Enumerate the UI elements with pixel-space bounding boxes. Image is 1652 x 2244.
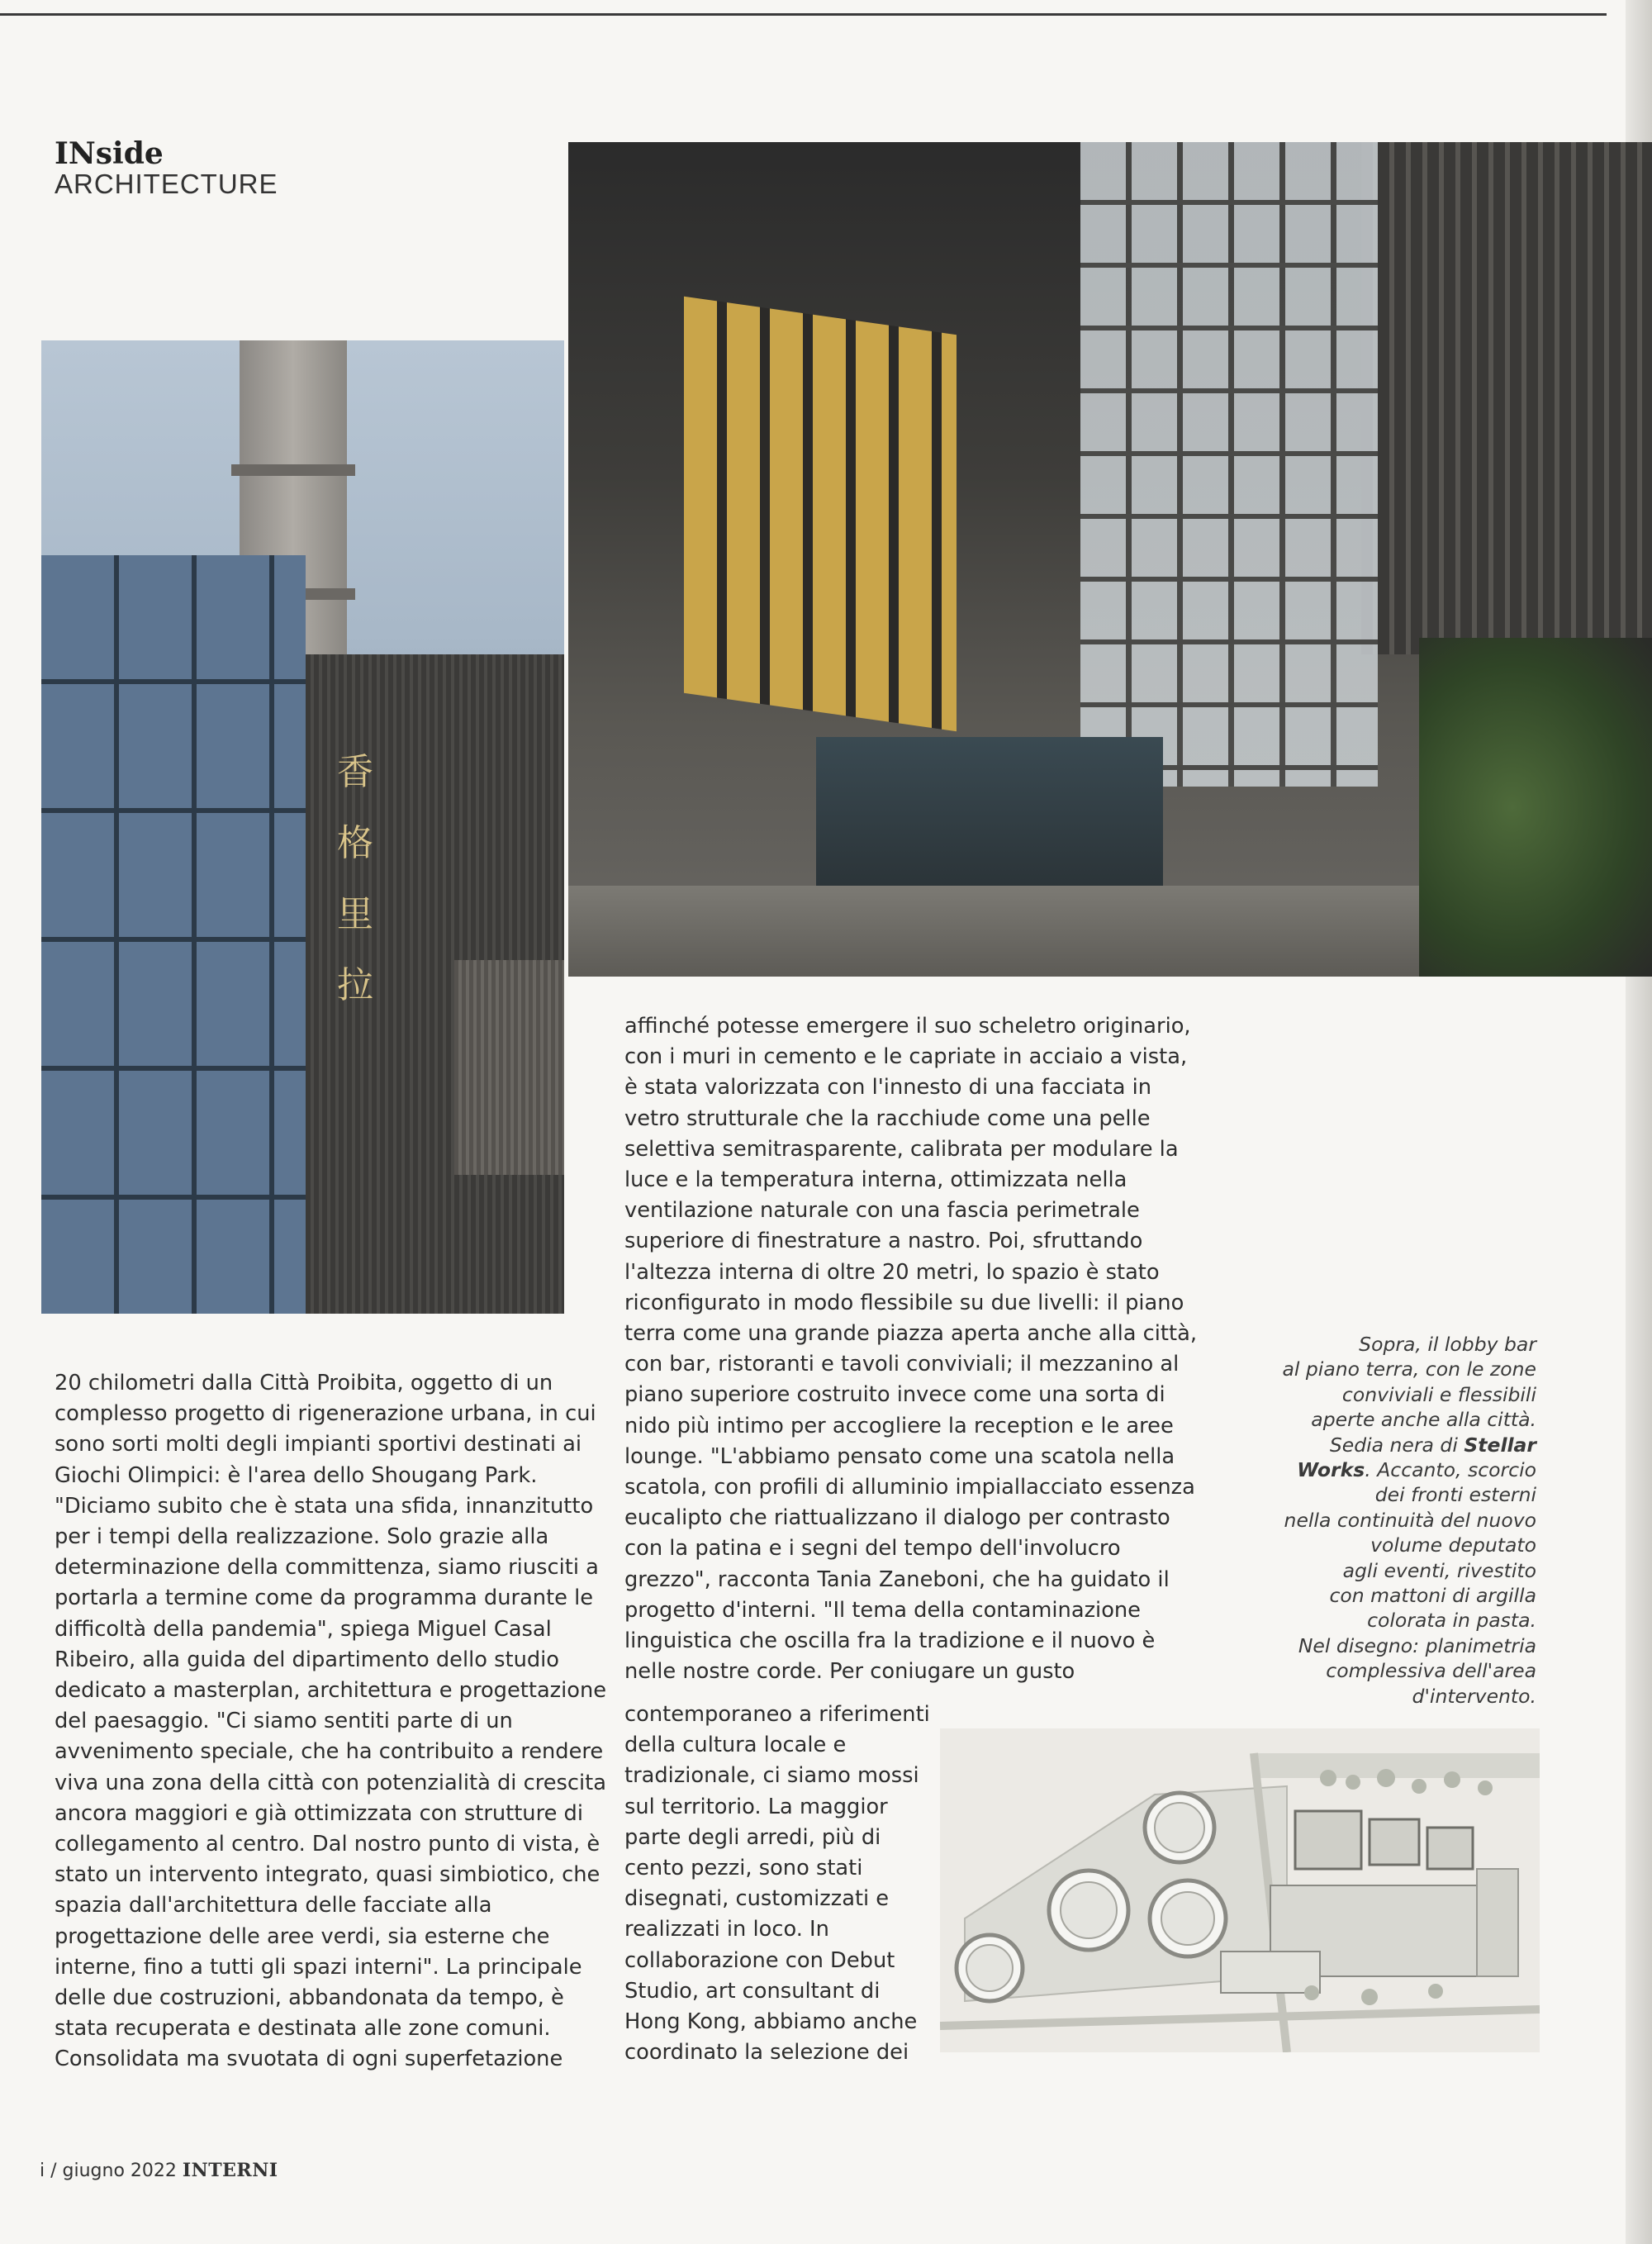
text-line: collaborazione con Debut [624, 1947, 895, 1973]
text-line: sul territorio. La maggior [624, 1794, 888, 1819]
text-line: riconfigurato in modo flessibile su due livelli: il piano [624, 1290, 1184, 1315]
section-title: INside [55, 136, 164, 171]
text-line: con i muri in cemento e le capriate in acciaio a vista, [624, 1044, 1188, 1070]
chimney-band [231, 464, 355, 476]
caption-line: complessiva dell'area [1326, 1659, 1536, 1683]
exterior-building-photo [41, 340, 564, 1314]
caption-line: Sopra, il lobby bar [1359, 1333, 1536, 1356]
text-line: avvenimento speciale, che ha contribuito a rendere [55, 1739, 604, 1765]
caption-line: aperte anche alla città. [1311, 1408, 1536, 1432]
text-line: cento pezzi, sono stati [624, 1856, 863, 1881]
text-line: luce e la temperatura interna, ottimizzata nella [624, 1167, 1127, 1193]
tower-block [454, 960, 564, 1175]
text-line: del paesaggio. "Ci siamo sentiti parte di un [55, 1709, 513, 1734]
text-line: interne, fino a tutti gli spazi interni". La principale [55, 1954, 582, 1980]
caption-line: colorata in pasta. [1367, 1609, 1536, 1633]
caption-brand: Works [1297, 1458, 1365, 1482]
text-line: stato un intervento integrato, quasi simbiotico, che [55, 1862, 601, 1888]
text-line: della cultura locale e [624, 1733, 847, 1758]
text-line: sono sorti molti degli impianti sportivi destinati ai [55, 1432, 582, 1457]
sign-glyph: 里 [337, 893, 373, 935]
text-line: 20 chilometri dalla Città Proibita, oggetto di un [55, 1371, 553, 1395]
top-rule [0, 13, 1607, 16]
text-line: con bar, ristoranti e tavoli conviviali; il mezzanino al [624, 1352, 1180, 1377]
text-line: progetto d'interni. "Il tema della contaminazione [624, 1597, 1141, 1623]
article-column-left [55, 1368, 607, 2075]
text-line: eucalipto che riattualizzano il dialogo per contrasto [624, 1505, 1170, 1531]
text-line: lounge. "L'abbiamo pensato come una scatola nella [624, 1443, 1175, 1469]
text-line: grezzo", racconta Tania Zaneboni, che ha guidato il [624, 1567, 1170, 1592]
page-date: i / giugno 2022 [40, 2161, 183, 2181]
text-line: delle due costruzioni, abbandonata da tempo, è [55, 1985, 564, 2011]
caption-line: al piano terra, con le zone [1282, 1357, 1536, 1381]
text-line: Hong Kong, abbiamo anche [624, 2009, 918, 2035]
text-line: Studio, art consultant di [624, 1978, 881, 2004]
text-line: realizzati in loco. In [624, 1917, 829, 1942]
glass-facade-grid [41, 555, 306, 1314]
text-line: contemporaneo a riferimenti [624, 1702, 930, 1727]
sign-glyph: 格 [337, 822, 373, 864]
text-line: complesso progetto di rigenerazione urbana, in cui [55, 1401, 596, 1427]
bar-counter [816, 737, 1163, 902]
text-line: selettiva semitrasparente, calibrata per modulare la [624, 1136, 1179, 1162]
text-line: ventilazione naturale con una fascia perimetrale [624, 1198, 1140, 1224]
text-line: Consolidata ma svuotata di ogni superfetazione [55, 2047, 563, 2072]
magazine-name: INTERNI [182, 2160, 278, 2181]
caption-line: agli eventi, rivestito [1342, 1558, 1536, 1582]
section-label [55, 136, 278, 199]
text-line: piano superiore costruito invece come una sorta di [624, 1382, 1165, 1408]
tower-sign [326, 737, 384, 1021]
text-line: terra come una grande piazza aperta anche alla città, [624, 1321, 1197, 1347]
caption-line: d'intervento. [1412, 1684, 1536, 1708]
caption-line: conviviali e flessibili [1341, 1382, 1536, 1406]
text-line: "Diciamo subito che è stata una sfida, innanzitutto [55, 1493, 594, 1519]
text-line: disegnati, customizzati e [624, 1886, 890, 1912]
text-line: è stata valorizzata con l'innesto di una facciata in [624, 1075, 1152, 1101]
caption-line: con mattoni di argilla [1329, 1584, 1536, 1608]
lobby-bar-photo [568, 142, 1652, 977]
text-line: Giochi Olimpici: è l'area dello Shougang Park. [55, 1462, 538, 1488]
text-line: stata recuperata e destinata alle zone comuni. [55, 2016, 551, 2042]
text-line: determinazione della committenza, siamo riusciti a [55, 1555, 599, 1581]
text-line: nido più intimo per accogliere la reception e le aree [624, 1413, 1174, 1438]
page-footer [40, 2160, 278, 2181]
caption-line: volume deputato [1370, 1533, 1536, 1557]
caption-line [1189, 1433, 1536, 1457]
text-line: con la patina e i segni del tempo dell'involucro [624, 1536, 1121, 1562]
text-line: nelle nostre corde. Per coniugare un gusto [624, 1659, 1075, 1685]
text-line: spazia dall'architettura delle facciate alla [55, 1893, 492, 1918]
caption-line: Nel disegno: planimetria [1298, 1633, 1536, 1657]
text-line: Ribeiro, alla guida del dipartimento dello studio [55, 1647, 560, 1672]
text-line: tradizionale, ci siamo mossi [624, 1763, 919, 1789]
mezzanine-slats [1361, 142, 1652, 654]
text-line: dedicato a masterplan, architettura e progettazione [55, 1678, 607, 1704]
yellow-glass-panels [684, 297, 957, 731]
caption-line: nella continuità del nuovo [1284, 1508, 1536, 1532]
caption-line: dei fronti esterni [1374, 1483, 1536, 1507]
text-line: affinché potesse emergere il suo scheletro originario, [624, 1014, 1191, 1039]
photo-caption [1189, 1332, 1536, 1709]
skylight-grid [1080, 142, 1378, 787]
text-line: per i tempi della realizzazione. Solo grazie alla [55, 1524, 549, 1550]
text-line: l'altezza interna di oltre 20 metri, lo spazio è stato [624, 1259, 1160, 1285]
section-subtitle: ARCHITECTURE [55, 169, 278, 199]
text-line: ancora maggiori e già ottimizzata con strutture di [55, 1800, 583, 1826]
text-line: difficoltà della pandemia", spiega Miguel Casal [55, 1616, 552, 1642]
text-line: portarla a termine come da programma durante le [55, 1586, 594, 1611]
text-line: scatola, con profili di alluminio impiallacciato essenza [624, 1475, 1195, 1500]
caption-line [1189, 1457, 1536, 1482]
text-line: viva una zona della città con potenzialità di crescita [55, 1770, 606, 1795]
site-plan-drawing [940, 1728, 1540, 2052]
caption-text: . Accanto, scorcio [1365, 1458, 1536, 1482]
text-line: parte degli arredi, più di [624, 1824, 881, 1850]
site-plan-svg [940, 1728, 1540, 2052]
article-column-middle-continued [624, 1700, 930, 2068]
text-line: vetro strutturale che la racchiude come una pelle [624, 1105, 1151, 1131]
article-column-middle [624, 1011, 1197, 1687]
sign-glyph: 拉 [337, 964, 373, 1006]
sign-glyph: 香 [337, 751, 373, 793]
plants [1419, 638, 1652, 977]
text-line: coordinato la selezione dei [624, 2040, 909, 2066]
text-line: superiore di finestrature a nastro. Poi, sfruttando [624, 1229, 1143, 1254]
text-line: linguistica che oscilla fra la tradizione e il nuovo è [624, 1628, 1156, 1654]
text-line: collegamento al centro. Dal nostro punto di vista, è [55, 1832, 601, 1857]
text-line: progettazione delle aree verdi, sia esterne che [55, 1923, 550, 1949]
caption-text: Sedia nera di [1329, 1433, 1464, 1457]
caption-brand: Stellar [1464, 1433, 1536, 1457]
